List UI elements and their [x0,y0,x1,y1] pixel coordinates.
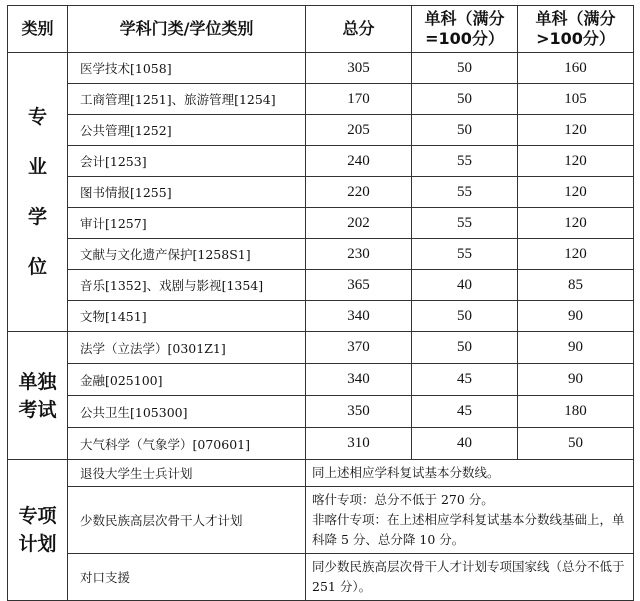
single-100-score: 45 [412,364,518,396]
single-100-score: 55 [412,208,518,239]
total-score: 365 [306,270,412,301]
total-score: 340 [306,301,412,332]
header-row [8,6,634,53]
plan-note-line: 非喀什专项：在上述相应学科复试基本分数线基础上，单科降 5 分、总分降 10 分。 [312,512,625,547]
total-score: 205 [306,115,412,146]
total-score: 340 [306,364,412,396]
total-score: 170 [306,84,412,115]
total-score: 350 [306,396,412,428]
single-gt100-score: 120 [518,239,634,270]
single-gt100-score: 105 [518,84,634,115]
table-row [8,364,634,396]
header-discipline: 学科门类/学位类别 [68,6,306,53]
plan-note [306,554,634,601]
single-gt100-score: 90 [518,364,634,396]
total-score: 202 [306,208,412,239]
single-100-score: 55 [412,239,518,270]
discipline-name: 文物[1451] [68,301,306,332]
table-row [8,53,634,84]
table-row [8,84,634,115]
single-100-score: 50 [412,53,518,84]
single-gt100-score: 120 [518,146,634,177]
discipline-name: 会计[1253] [68,146,306,177]
discipline-name: 音乐[1352]、戏剧与影视[1354] [68,270,306,301]
single-100-score: 50 [412,115,518,146]
category-special [8,460,68,601]
total-score: 310 [306,428,412,460]
category-independent [8,332,68,460]
plan-note [306,487,634,554]
table-row [8,115,634,146]
total-score: 240 [306,146,412,177]
total-score: 230 [306,239,412,270]
single-100-score: 50 [412,301,518,332]
single-100-score: 40 [412,428,518,460]
single-gt100-score: 85 [518,270,634,301]
table-row [8,270,634,301]
plan-name: 退役大学生士兵计划 [68,460,306,487]
category-char: 学 [27,206,47,228]
table-row [8,396,634,428]
single-100-score: 50 [412,84,518,115]
table-row [8,208,634,239]
plan-note-line: 同少数民族高层次骨干人才计划专项国家线（总分不低于 251 分）。 [312,559,625,594]
table-row [8,146,634,177]
single-100-score: 55 [412,177,518,208]
table-row [8,239,634,270]
header-total: 总分 [306,6,412,53]
single-100-score: 40 [412,270,518,301]
table-row [8,460,634,487]
discipline-name: 审计[1257] [68,208,306,239]
table-row [8,554,634,601]
single-gt100-score: 120 [518,177,634,208]
header-single-gt100: 单科（满分>100分） [518,6,634,53]
plan-note [306,460,634,487]
category-char: 业 [27,156,47,178]
header-category: 类别 [8,6,68,53]
header-single-100: 单科（满分=100分） [412,6,518,53]
total-score: 305 [306,53,412,84]
single-gt100-score: 90 [518,301,634,332]
table-row [8,332,634,364]
category-line: 计划 [18,533,57,555]
discipline-name: 公共卫生[105300] [68,396,306,428]
table-row [8,177,634,208]
category-line: 考试 [18,398,57,421]
table-row [8,428,634,460]
single-100-score: 45 [412,396,518,428]
single-gt100-score: 160 [518,53,634,84]
discipline-name: 公共管理[1252] [68,115,306,146]
category-line: 专项 [18,505,57,527]
discipline-name: 工商管理[1251]、旅游管理[1254] [68,84,306,115]
category-professional [8,53,68,332]
table-row [8,487,634,554]
single-100-score: 50 [412,332,518,364]
single-gt100-score: 50 [518,428,634,460]
discipline-name: 大气科学（气象学）[070601] [68,428,306,460]
category-line: 单独 [18,370,57,393]
discipline-name: 金融[025100] [68,364,306,396]
plan-name: 少数民族高层次骨干人才计划 [68,487,306,554]
discipline-name: 文献与文化遗产保护[1258S1] [68,239,306,270]
plan-note-line: 喀什专项：总分不低于 270 分。 [312,492,494,507]
score-table-container [7,5,633,601]
table-row [8,301,634,332]
plan-note-line: 同上述相应学科复试基本分数线。 [312,465,500,480]
category-char: 专 [27,106,47,128]
plan-name: 对口支援 [68,554,306,601]
category-char: 位 [27,256,47,278]
score-table [7,5,634,601]
total-score: 370 [306,332,412,364]
total-score: 220 [306,177,412,208]
single-gt100-score: 180 [518,396,634,428]
single-gt100-score: 120 [518,208,634,239]
discipline-name: 图书情报[1255] [68,177,306,208]
single-100-score: 55 [412,146,518,177]
discipline-name: 法学（立法学）[0301Z1] [68,332,306,364]
single-gt100-score: 120 [518,115,634,146]
discipline-name: 医学技术[1058] [68,53,306,84]
single-gt100-score: 90 [518,332,634,364]
